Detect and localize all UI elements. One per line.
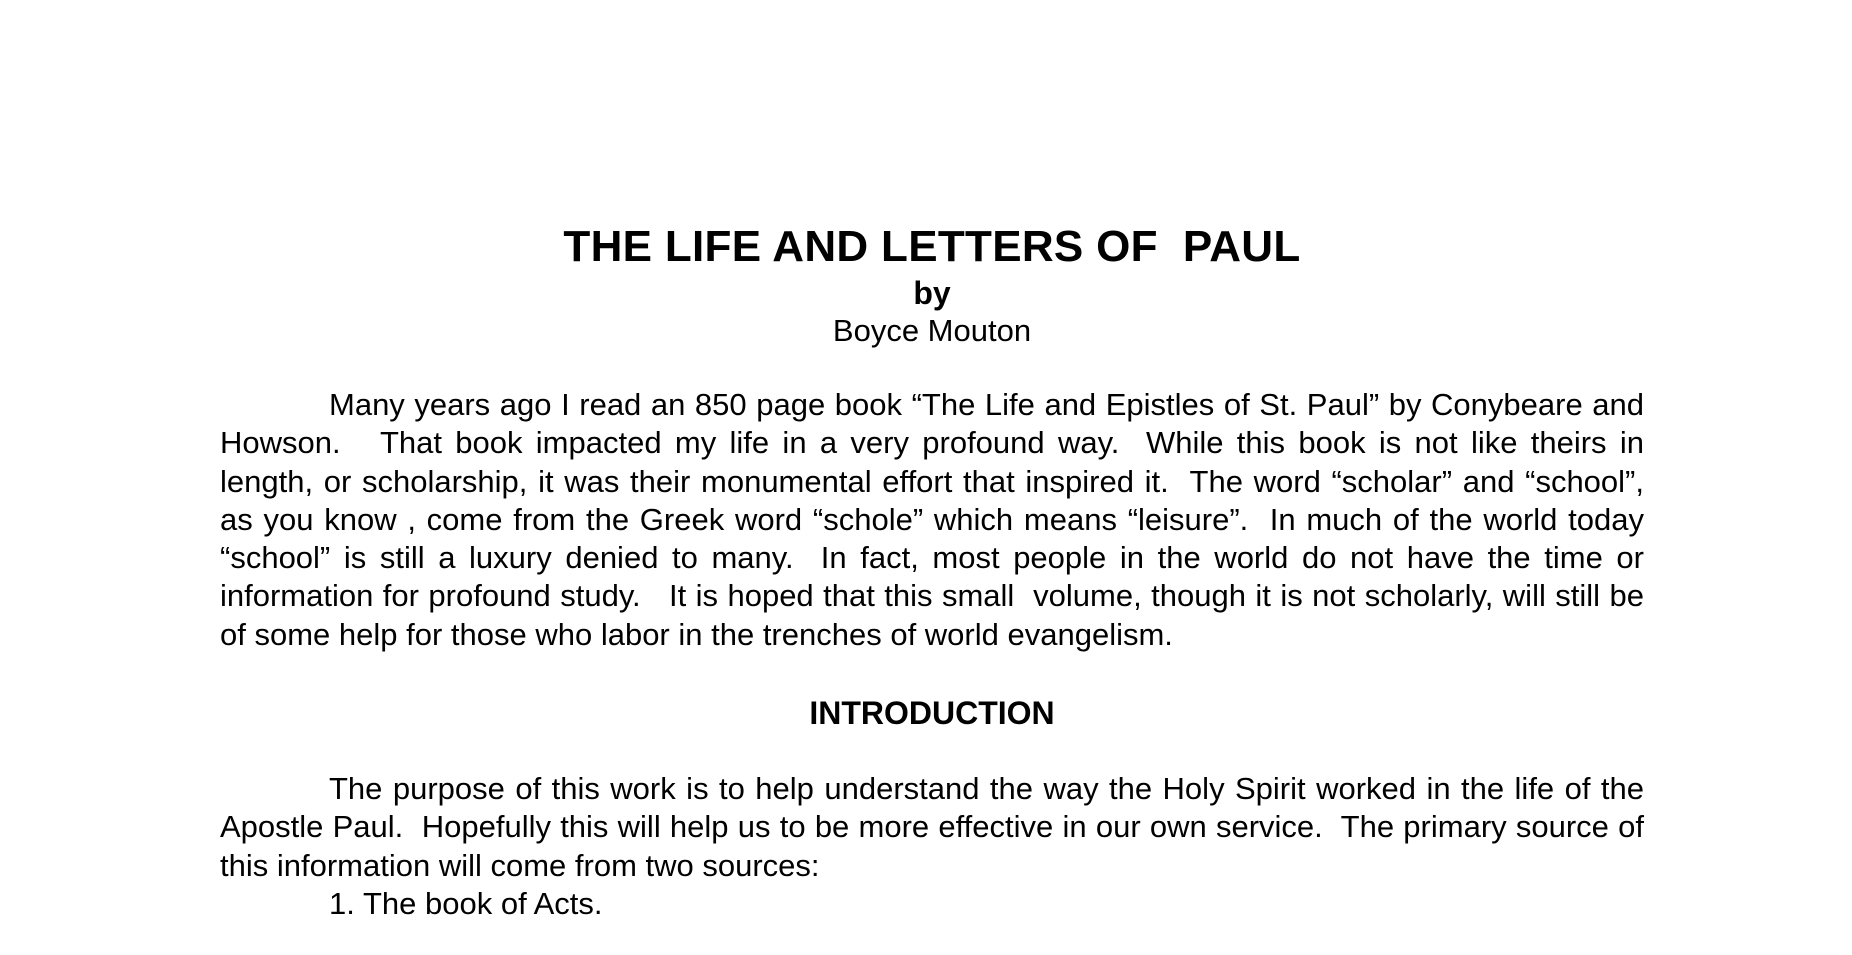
introduction-paragraph: The purpose of this work is to help understand the way the Holy Spirit worked in the life of the Apostle Paul. Hopefully this will help us to be more effective in our own service. The primary source of this information will come from two sources:: [220, 771, 1653, 883]
introduction-heading: INTRODUCTION: [809, 695, 1055, 732]
list-item-text: The book of Acts.: [363, 885, 603, 921]
byline-by: by: [913, 275, 951, 311]
sources-list: [220, 885, 1644, 923]
document-title: THE LIFE AND LETTERS OF PAUL: [563, 222, 1301, 271]
preface-paragraph: Many years ago I read an 850 page book “The Life and Epistles of St. Paul” by Conybeare and Howson. That book impacted my life in a very profound way. While this book is not like theirs in length, or scholarship, it was their monumental effort that inspired it. The word “scholar” and “school”, as you know , come from the Greek word “schole” which means “leisure”. In much of the world today “school” is still a luxury denied to many. In fact, most people in the world do not have the time or information for profound study. It is hoped that this small volume, though it is not scholarly, will still be of some help for those who labor in the trenches of world evangelism.: [220, 387, 1653, 652]
author-name: Boyce Mouton: [832, 313, 1032, 348]
list-item-number: 1.: [329, 885, 355, 921]
list-item: [220, 885, 1644, 923]
document-content: [220, 220, 1653, 923]
